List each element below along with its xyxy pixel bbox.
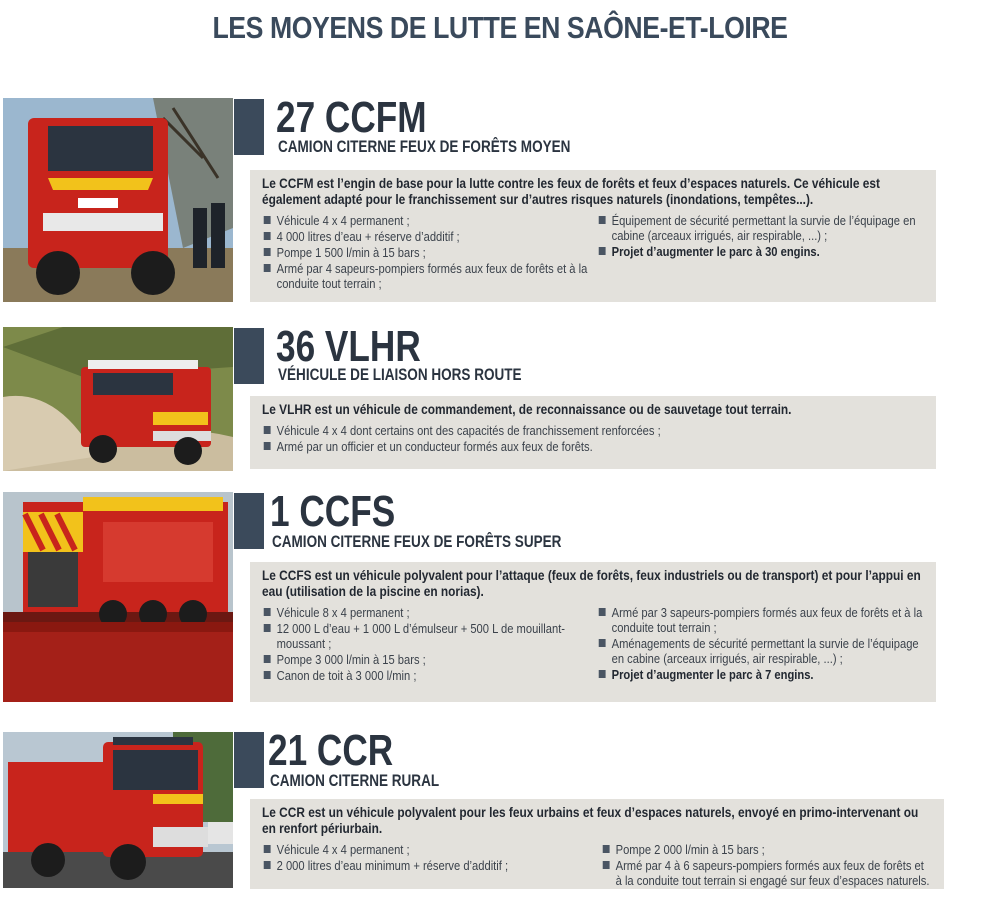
page-title: LES MOYENS DE LUTTE EN SAÔNE-ET-LOIRE xyxy=(212,10,788,45)
bullet-square-icon xyxy=(599,670,606,678)
ccfm-photo xyxy=(3,98,233,302)
ccr-photo xyxy=(3,732,233,888)
bullet-item: Véhicule 8 x 4 permanent ; xyxy=(262,605,588,620)
section-subtitle: CAMION CITERNE FEUX DE FORÊTS SUPER xyxy=(272,533,562,551)
section-code: 1 CCFS xyxy=(270,487,396,536)
section-subtitle: CAMION CITERNE FEUX DE FORÊTS MOYEN xyxy=(278,138,571,156)
ccfs-photo xyxy=(3,492,233,702)
bullet-item: Armé par 3 sapeurs-pompiers formés aux feux de forêts et à la conduite tout terrain ; xyxy=(597,605,923,635)
bullet-square-icon xyxy=(264,861,271,869)
bullet-square-icon xyxy=(599,639,606,647)
section-intro: Le CCFM est l’engin de base pour la lutte contre les feux de forêts et feux d’espaces naturels. Ce véhicule est également adapté pour le franchissement sur d’autres risques naturels (inondations, tempêtes...). xyxy=(262,176,880,207)
bullet-square-icon xyxy=(264,442,271,450)
bullet-square-icon xyxy=(264,216,271,224)
bullet-item: 4 000 litres d’eau + réserve d’additif ; xyxy=(262,229,588,244)
section-intro: Le CCR est un véhicule polyvalent pour les feux urbains et feux d’espaces naturels, envoyé en primo-intervenant ou en renfort périurbain. xyxy=(262,805,919,836)
bullet-square-icon xyxy=(603,845,610,853)
bullet-item: Équipement de sécurité permettant la survie de l’équipage en cabine (arceaux irrigués, air respirable, ...) ; xyxy=(597,213,923,243)
section-info-box xyxy=(250,170,936,302)
bullet-square-icon xyxy=(264,426,271,434)
section-intro: Le CCFS est un véhicule polyvalent pour l’attaque (feux de forêts, feux industriels ou de transport) et pour l’appui en eau (utilisation de la piscine en norias). xyxy=(262,568,921,599)
section-marker xyxy=(234,732,264,788)
right-bullets xyxy=(601,842,932,889)
bullet-square-icon xyxy=(599,216,606,224)
bullet-square-icon xyxy=(264,608,271,616)
bullet-item: Véhicule 4 x 4 permanent ; xyxy=(262,213,588,228)
section-info-box xyxy=(250,562,936,702)
section-code: 36 VLHR xyxy=(276,322,421,371)
bullet-item: Pompe 3 000 l/min à 15 bars ; xyxy=(262,652,588,667)
left-bullets xyxy=(262,423,924,455)
bullet-square-icon xyxy=(264,624,271,632)
bullet-square-icon xyxy=(264,248,271,256)
section-subtitle: VÉHICULE DE LIAISON HORS ROUTE xyxy=(278,366,522,384)
bullet-item: Armé par 4 à 6 sapeurs-pompiers formés aux feux de forêts et à la conduite tout terrain si engagé sur feux d’espaces naturels. xyxy=(601,858,931,888)
section-info-box xyxy=(250,396,936,469)
section-code: 21 CCR xyxy=(268,726,394,775)
bullet-square-icon xyxy=(599,247,606,255)
bullet-item: Véhicule 4 x 4 permanent ; xyxy=(262,842,592,857)
bullet-item: Armé par 4 sapeurs-pompiers formés aux feux de forêts et à la conduite tout terrain ; xyxy=(262,261,588,291)
vlhr-photo xyxy=(3,327,233,471)
section-intro: Le VLHR est un véhicule de commandement, de reconnaissance ou de sauvetage tout terrain. xyxy=(262,402,792,417)
bullet-item: Armé par un officier et un conducteur formés aux feux de forêts. xyxy=(262,439,922,454)
left-bullets xyxy=(262,213,589,292)
bullet-square-icon xyxy=(264,232,271,240)
bullet-item: 2 000 litres d’eau minimum + réserve d’additif ; xyxy=(262,858,592,873)
bullet-square-icon xyxy=(264,671,271,679)
bullet-item: Aménagements de sécurité permettant la survie de l’équipage en cabine (arceaux irrigués, air respirable, ...) ; xyxy=(597,636,923,666)
bullet-item-highlight: Projet d’augmenter le parc à 7 engins. xyxy=(597,667,923,682)
left-bullets xyxy=(262,842,593,889)
bullet-square-icon xyxy=(264,845,271,853)
bullet-square-icon xyxy=(264,264,271,272)
section-code: 27 CCFM xyxy=(276,93,427,142)
section-marker xyxy=(234,328,264,384)
section-marker xyxy=(234,493,264,549)
bullet-item: Pompe 2 000 l/min à 15 bars ; xyxy=(601,842,931,857)
bullet-square-icon xyxy=(603,861,610,869)
section-info-box xyxy=(250,799,944,889)
bullet-item: Canon de toit à 3 000 l/min ; xyxy=(262,668,588,683)
left-bullets xyxy=(262,605,589,684)
bullet-item: Véhicule 4 x 4 dont certains ont des capacités de franchissement renforcées ; xyxy=(262,423,922,438)
section-marker xyxy=(234,99,264,155)
right-bullets xyxy=(597,213,924,292)
bullet-item: 12 000 L d’eau + 1 000 L d’émulseur + 500 L de mouillant-moussant ; xyxy=(262,621,588,651)
bullet-square-icon xyxy=(264,655,271,663)
bullet-square-icon xyxy=(599,608,606,616)
bullet-item-highlight: Projet d’augmenter le parc à 30 engins. xyxy=(597,244,923,259)
right-bullets xyxy=(597,605,924,684)
bullet-item: Pompe 1 500 l/min à 15 bars ; xyxy=(262,245,588,260)
section-subtitle: CAMION CITERNE RURAL xyxy=(270,772,440,790)
